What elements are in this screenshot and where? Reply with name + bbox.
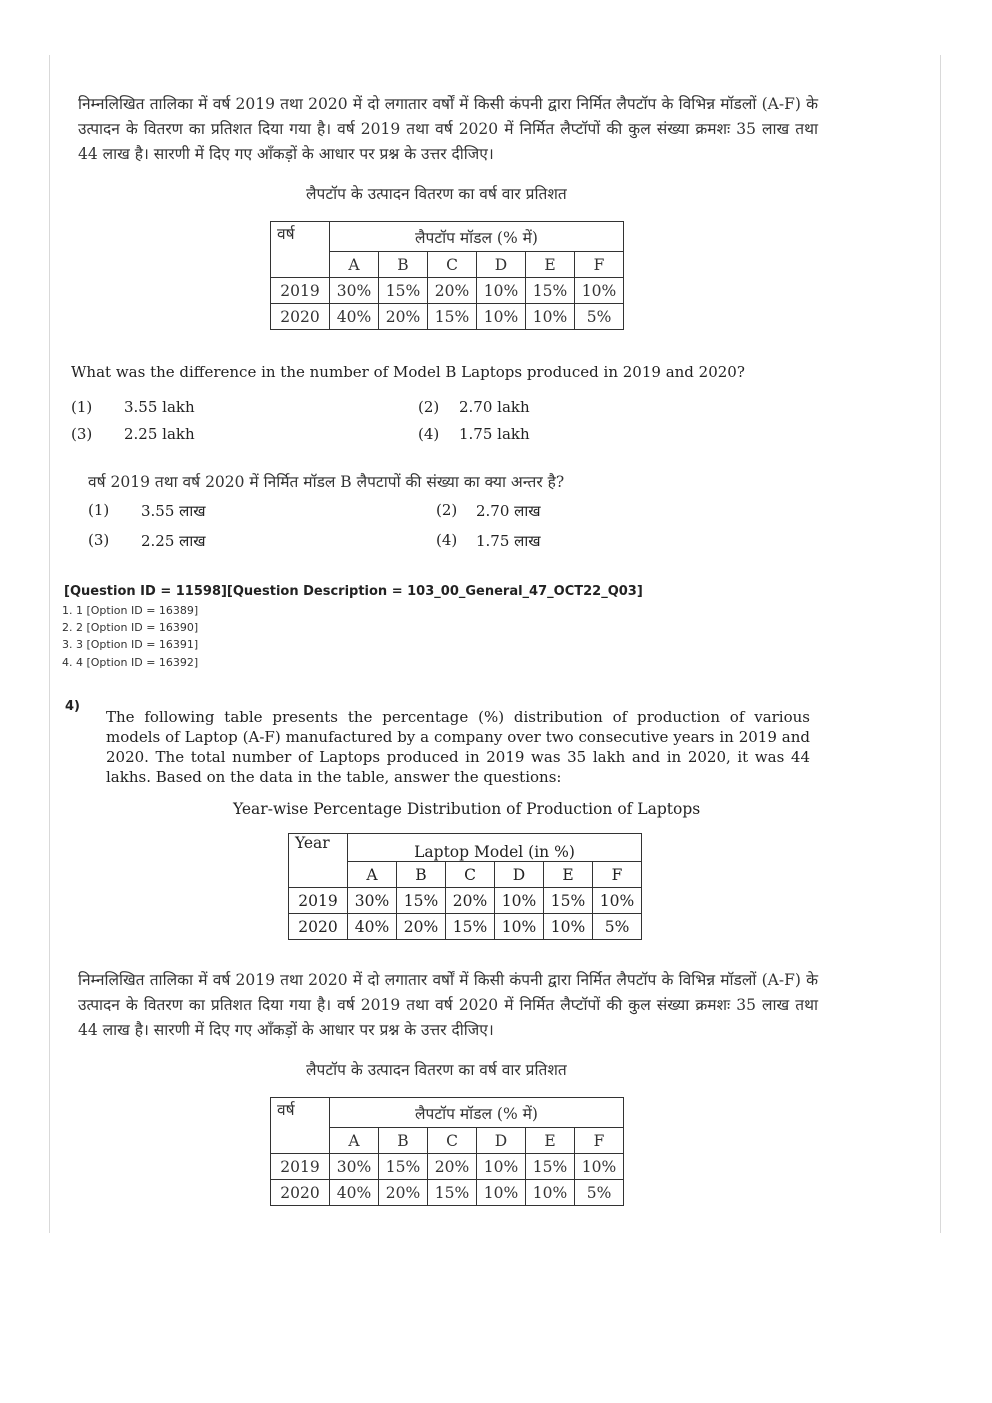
option-hi-3-text: 2.25 लाख (141, 532, 206, 550)
hindi-passage-repeat: निम्नलिखित तालिका में वर्ष 2019 तथा 2020 में दो लगातार वर्षों में किसी कंपनी द्वारा निर्मित लैपटॉप के विभिन्न मॉडलों (A-F) के उत्पादन के वितरण का प्रतिशत दिया गया है। वर्ष 2019 तथा वर्ष 2020 में निर्मित लैप्टॉपों की कुल संख्या क्रमशः 35 लाख तथा 44 लाख है। सारणी में दिए गए आँकड़ों के आधार पर प्रश्न के उत्तर दीजिए। (78, 971, 818, 1039)
option-en-3-text: 2.25 lakh (124, 425, 195, 443)
year-header: वर्ष (271, 1098, 330, 1154)
value-cell: 10% (575, 1154, 624, 1180)
english-passage: The following table presents the percentage (%) distribution of production of various models of Laptop (A-F) manufactured by a company over two consecutive years in 2019 and 2020. The total number of Laptops produced in 2019 was 35 lakh and in 2020, it was 44 lakhs. Based on the data in the table, answer the questions: (106, 708, 810, 786)
value-cell: 10% (544, 914, 593, 940)
value-cell: 10% (477, 278, 526, 304)
table-row (289, 914, 642, 940)
year-cell: 2019 (271, 1154, 330, 1180)
value-cell: 40% (330, 304, 379, 330)
value-cell: 5% (575, 304, 624, 330)
option-id-line: 4. 4 [Option ID = 16392] (62, 656, 199, 669)
value-cell: 20% (428, 1154, 477, 1180)
value-cell: 10% (526, 1180, 575, 1206)
model-header: लैपटॉप मॉडल (% में) (330, 222, 624, 252)
year-cell: 2020 (289, 914, 348, 940)
year-cell: 2020 (271, 304, 330, 330)
value-cell: 30% (330, 1154, 379, 1180)
value-cell: 5% (575, 1180, 624, 1206)
option-en-1-text: 3.55 lakh (124, 398, 195, 416)
value-cell: 15% (397, 888, 446, 914)
year-header: Year (289, 834, 348, 888)
model-cell: C (428, 252, 477, 278)
model-cell: E (526, 252, 575, 278)
table-header-row (271, 222, 624, 252)
value-cell: 20% (379, 304, 428, 330)
value-cell: 30% (330, 278, 379, 304)
hindi-data-table-repeat (270, 1097, 624, 1206)
question-number: 4) (65, 699, 80, 714)
model-cell: B (379, 252, 428, 278)
value-cell: 20% (428, 278, 477, 304)
option-id-line: 2. 2 [Option ID = 16390] (62, 621, 199, 634)
value-cell: 10% (575, 278, 624, 304)
model-cell: E (526, 1128, 575, 1154)
model-cell: D (477, 1128, 526, 1154)
table-row (271, 1154, 624, 1180)
value-cell: 10% (477, 1180, 526, 1206)
table-row (271, 1180, 624, 1206)
hindi-data-table (270, 221, 624, 330)
value-cell: 15% (526, 278, 575, 304)
english-data-table (288, 833, 642, 940)
year-cell: 2020 (271, 1180, 330, 1206)
value-cell: 10% (477, 304, 526, 330)
right-margin-line (940, 55, 941, 1233)
year-cell: 2019 (289, 888, 348, 914)
left-margin-line (49, 55, 50, 1233)
table-header-row (289, 834, 642, 862)
value-cell: 10% (593, 888, 642, 914)
value-cell: 10% (526, 304, 575, 330)
model-cell: B (379, 1128, 428, 1154)
model-cell: A (348, 862, 397, 888)
model-cell: F (575, 252, 624, 278)
hindi-passage: निम्नलिखित तालिका में वर्ष 2019 तथा 2020 में दो लगातार वर्षों में किसी कंपनी द्वारा निर्मित लैपटॉप के विभिन्न मॉडलों (A-F) के उत्पादन के वितरण का प्रतिशत दिया गया है। वर्ष 2019 तथा वर्ष 2020 में निर्मित लैप्टॉपों की कुल संख्या क्रमशः 35 लाख तथा 44 लाख है। सारणी में दिए गए आँकड़ों के आधार पर प्रश्न के उत्तर दीजिए। (78, 95, 818, 163)
question-hindi: वर्ष 2019 तथा वर्ष 2020 में निर्मित मॉडल B लैपटापों की संख्या का क्या अन्तर है? (88, 473, 565, 491)
option-id-line: 3. 3 [Option ID = 16391] (62, 638, 199, 651)
model-cell: A (330, 252, 379, 278)
value-cell: 30% (348, 888, 397, 914)
value-cell: 15% (428, 1180, 477, 1206)
table-header-row (271, 1098, 624, 1128)
english-table-caption: Year-wise Percentage Distribution of Production of Laptops (233, 800, 701, 818)
model-header: Laptop Model (in %) (348, 834, 642, 862)
model-cell: F (575, 1128, 624, 1154)
hindi-table-caption: लैपटॉप के उत्पादन वितरण का वर्ष वार प्रतिशत (306, 185, 567, 203)
value-cell: 15% (428, 304, 477, 330)
year-cell: 2019 (271, 278, 330, 304)
option-id-line: 1. 1 [Option ID = 16389] (62, 604, 199, 617)
option-hi-2-number: (2) (436, 501, 458, 519)
option-en-4-number: (4) (418, 425, 440, 443)
question-meta: [Question ID = 11598][Question Description = 103_00_General_47_OCT22_Q03] (64, 584, 643, 599)
option-hi-4-text: 1.75 लाख (476, 532, 541, 550)
option-hi-2-text: 2.70 लाख (476, 502, 541, 520)
value-cell: 10% (495, 888, 544, 914)
option-en-4-text: 1.75 lakh (459, 425, 530, 443)
option-hi-3-number: (3) (88, 531, 110, 549)
model-cell: D (477, 252, 526, 278)
value-cell: 20% (379, 1180, 428, 1206)
value-cell: 40% (348, 914, 397, 940)
value-cell: 15% (526, 1154, 575, 1180)
value-cell: 15% (544, 888, 593, 914)
value-cell: 40% (330, 1180, 379, 1206)
question-english: What was the difference in the number of Model B Laptops produced in 2019 and 2020? (71, 363, 745, 381)
year-header: वर्ष (271, 222, 330, 278)
value-cell: 20% (397, 914, 446, 940)
option-hi-4-number: (4) (436, 531, 458, 549)
value-cell: 15% (446, 914, 495, 940)
hindi-table-caption-repeat: लैपटॉप के उत्पादन वितरण का वर्ष वार प्रतिशत (306, 1061, 567, 1079)
option-en-2-text: 2.70 lakh (459, 398, 530, 416)
table-row (271, 278, 624, 304)
table-row (289, 888, 642, 914)
option-en-1-number: (1) (71, 398, 93, 416)
model-cell: F (593, 862, 642, 888)
option-hi-1-text: 3.55 लाख (141, 502, 206, 520)
value-cell: 20% (446, 888, 495, 914)
model-cell: C (428, 1128, 477, 1154)
table-row (271, 304, 624, 330)
value-cell: 15% (379, 278, 428, 304)
option-en-3-number: (3) (71, 425, 93, 443)
value-cell: 5% (593, 914, 642, 940)
model-cell: A (330, 1128, 379, 1154)
model-cell: C (446, 862, 495, 888)
value-cell: 10% (477, 1154, 526, 1180)
option-hi-1-number: (1) (88, 501, 110, 519)
value-cell: 15% (379, 1154, 428, 1180)
model-header: लैपटॉप मॉडल (% में) (330, 1098, 624, 1128)
model-cell: B (397, 862, 446, 888)
model-cell: E (544, 862, 593, 888)
value-cell: 10% (495, 914, 544, 940)
model-cell: D (495, 862, 544, 888)
option-en-2-number: (2) (418, 398, 440, 416)
